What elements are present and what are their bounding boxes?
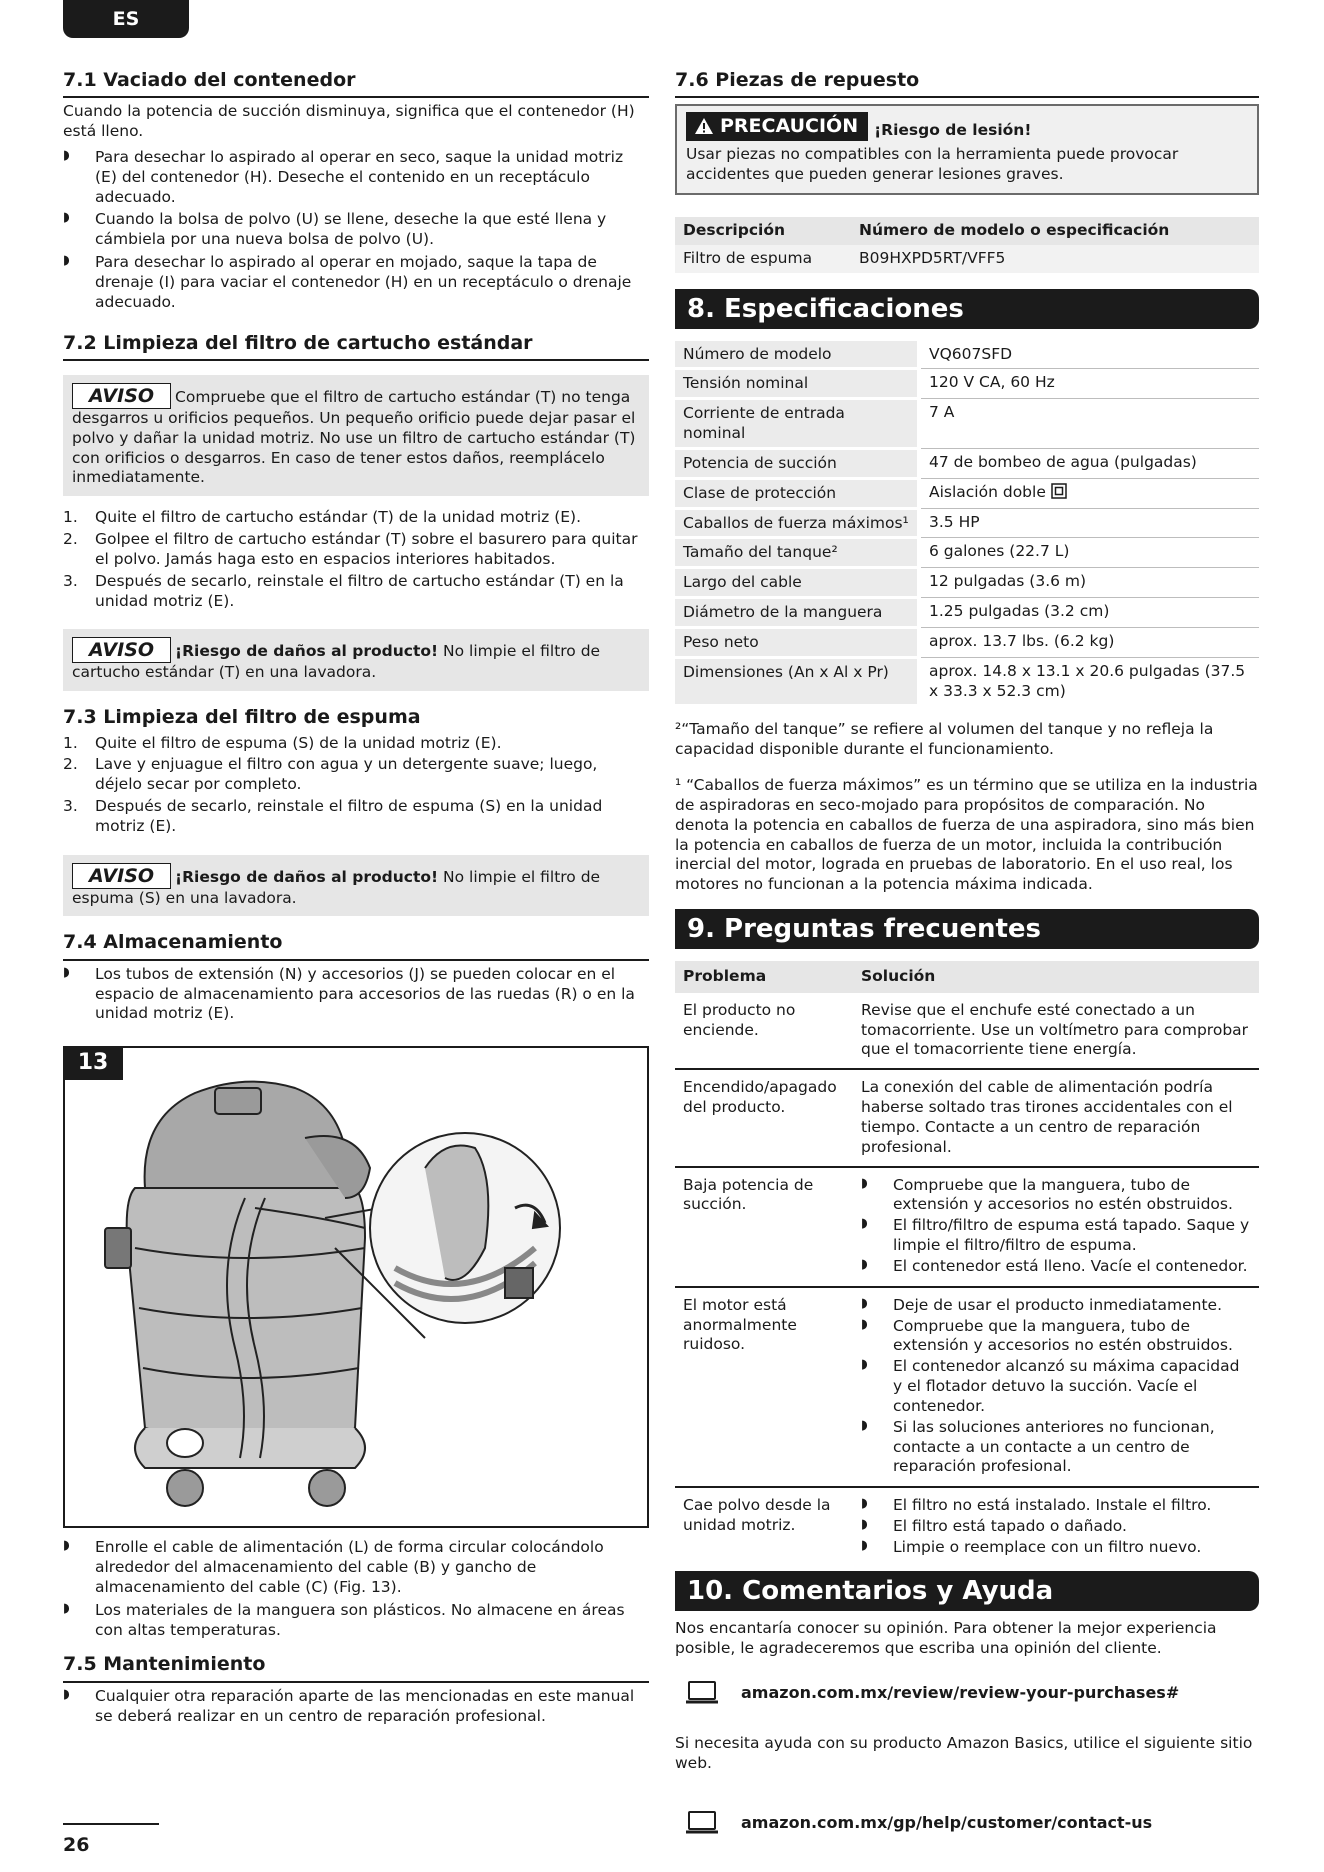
problem-cell: El producto no enciende.	[675, 993, 853, 1069]
spec-value: 6 galones (22.7 L)	[921, 538, 1259, 568]
spec-value: aprox. 13.7 lbs. (6.2 kg)	[921, 627, 1259, 657]
list-item: ◗ Los materiales de la manguera son plásticos. No almacene en áreas con altas temperaturas.	[63, 1601, 649, 1641]
list-item: ◗ El contenedor alcanzó su máxima capacidad y el flotador detuvo la succión. Vacíe el contenedor.	[861, 1357, 1251, 1416]
table-cell: Filtro de espuma	[675, 245, 851, 273]
solution-cell: La conexión del cable de alimentación podría haberse soltado tras tirones accidentales con el tiempo. Contacte a un centro de reparación profesional.	[853, 1069, 1259, 1166]
list-item: ◗ Para desechar lo aspirado al operar en mojado, saque la tapa de drenaje (I) para vaciar el contenedor (H) en un receptáculo o drenaje adecuado.	[63, 253, 649, 312]
list-item	[63, 508, 649, 528]
vacuum-illustration	[65, 1048, 647, 1522]
caution-label: PRECAUCIÓN	[720, 115, 859, 138]
step-number: 2.	[63, 530, 78, 549]
paragraph: Si necesita ayuda con su producto Amazon Basics, utilice el siguiente sitio web.	[675, 1734, 1253, 1773]
section-7-5	[63, 1652, 649, 1726]
step-text: Quite el filtro de cartucho estándar (T) de la unidad motriz (E).	[95, 508, 582, 527]
caution-bold: ¡Riesgo de lesión!	[874, 121, 1032, 140]
list-item: ◗ Para desechar lo aspirado al operar en seco, saque la unidad motriz (E) del contenedor (H). Deseche el contenido en un receptáculo adecuado.	[63, 148, 649, 207]
spec-value: 120 V CA, 60 Hz	[921, 369, 1259, 399]
step-text: Después de secarlo, reinstale el filtro de cartucho estándar (T) en la unidad motriz (E).	[95, 571, 624, 610]
list-item	[63, 755, 649, 795]
figure-number: 13	[63, 1046, 123, 1080]
laptop-icon	[685, 1810, 719, 1836]
bullet-list	[63, 965, 649, 1024]
solution-cell	[853, 1487, 1259, 1566]
list-item: ◗ Cualquier otra reparación aparte de las mencionadas en este manual se deberá realizar en un centro de reparación profesional.	[63, 1687, 649, 1727]
list-item: ◗ Los tubos de extensión (N) y accesorios (J) se pueden colocar en el espacio de almacenamiento para accesorios de las ruedas (R) o en la unidad motriz (E).	[63, 965, 649, 1024]
step-number: 1.	[63, 733, 78, 752]
list-item: ◗ Limpie o reemplace con un filtro nuevo.	[861, 1538, 1251, 1558]
step-text: Golpee el filtro de cartucho estándar (T) sobre el basurero para quitar el polvo. Jamás haga esto en espacios interiores habitados.	[95, 530, 638, 568]
list-item	[63, 572, 649, 612]
step-text: Después de secarlo, reinstale el filtro de espuma (S) en la unidad motriz (E).	[95, 796, 603, 835]
spec-value: 7 A	[921, 399, 1259, 449]
spec-value: 12 pulgadas (3.6 m)	[921, 568, 1259, 598]
section-7-2	[63, 331, 649, 692]
notice-bold: ¡Riesgo de daños al producto!	[175, 867, 439, 886]
step-text: Lave y enjuague el filtro con agua y un detergente suave; luego, déjelo secar por completo.	[95, 755, 598, 794]
table-header: Problema	[675, 961, 853, 993]
bullet-list	[861, 1176, 1251, 1277]
spec-key: Corriente de entrada nominal	[675, 399, 917, 449]
spec-key: Peso neto	[675, 627, 917, 657]
spec-key: Diámetro de la manguera	[675, 598, 917, 628]
table-row	[675, 478, 1259, 508]
section-title: 7.4 Almacenamiento	[63, 930, 649, 960]
bullet-list	[861, 1296, 1251, 1477]
section-title: 7.1 Vaciado del contenedor	[63, 68, 649, 98]
list-item	[63, 734, 649, 754]
table-row	[675, 341, 1259, 369]
notice-tag: AVISO	[72, 637, 171, 663]
help-link[interactable]: amazon.com.mx/gp/help/customer/contact-us	[741, 1812, 1153, 1832]
spec-value: Aislación doble	[929, 482, 1046, 501]
step-number: 2.	[63, 755, 78, 774]
notice-box	[63, 375, 649, 496]
table-row	[675, 399, 1259, 449]
double-insulation-icon	[1051, 483, 1067, 499]
spec-key: Número de modelo	[675, 341, 917, 369]
list-item: ◗ Compruebe que la manguera, tubo de extensión y accesorios no estén obstruidos.	[861, 1176, 1251, 1216]
spec-value-cell	[921, 478, 1259, 508]
right-column	[675, 68, 1259, 1836]
spec-key: Dimensiones (An x Al x Pr)	[675, 657, 917, 704]
section-title: 7.3 Limpieza del filtro de espuma	[63, 706, 421, 729]
help-link-row[interactable]	[685, 1810, 1259, 1836]
table-row	[675, 508, 1259, 538]
section-7-1	[63, 68, 649, 313]
left-column	[63, 68, 649, 1729]
footnote: ¹ “Caballos de fuerza máximos” es un término que se utiliza en la industria de aspiradoras en seco-mojado para propósitos de comparación. No denota la potencia en caballos de fuerza de una aspiradora, sino más bien la potencia en caballos de fuerza de un motor, incluida la contribución inercial del motor, lograda en pruebas de laboratorio. En el uso real, los motores no funcionan a la potencia máxima indicada.	[675, 776, 1258, 894]
list-item	[63, 530, 649, 570]
notice-text: No limpie el filtro de espuma (S) en una lavadora.	[72, 867, 601, 907]
spec-key: Caballos de fuerza máximos¹	[675, 508, 917, 538]
table-row	[675, 1167, 1259, 1287]
problem-cell: Encendido/apagado del producto.	[675, 1069, 853, 1166]
section-banner: 9. Preguntas frecuentes	[675, 909, 1259, 949]
table-header: Número de modelo o especificación	[851, 217, 1259, 245]
step-number: 3.	[63, 796, 78, 815]
list-item	[63, 797, 649, 837]
section-7-6	[675, 68, 1259, 273]
bullet-list	[63, 1687, 649, 1727]
spec-value: 47 de bombeo de agua (pulgadas)	[921, 448, 1259, 478]
section-banner: 10. Comentarios y Ayuda	[675, 1571, 1259, 1611]
page-number: 26	[63, 1834, 90, 1856]
caution-tag	[686, 112, 868, 140]
notice-tag: AVISO	[72, 863, 171, 889]
table-header: Descripción	[675, 217, 851, 245]
faq-table	[675, 961, 1259, 1567]
notice-bold: ¡Riesgo de daños al producto!	[175, 642, 439, 661]
spec-value: VQ607SFD	[921, 341, 1259, 369]
caution-text: Usar piezas no compatibles con la herramienta puede provocar accidentes que pueden generar lesiones graves.	[686, 145, 1179, 184]
section-7-4	[63, 930, 649, 1640]
table-row	[675, 1069, 1259, 1166]
table-row	[675, 598, 1259, 628]
table-row	[675, 448, 1259, 478]
spec-key: Tamaño del tanque²	[675, 538, 917, 568]
language-tab: ES	[63, 0, 189, 38]
warning-triangle-icon	[694, 117, 714, 135]
step-number: 1.	[63, 508, 78, 527]
step-text: Quite el filtro de espuma (S) de la unidad motriz (E).	[95, 733, 502, 752]
table-row	[675, 627, 1259, 657]
solution-cell	[853, 1167, 1259, 1287]
notice-box	[63, 629, 649, 691]
spec-key: Clase de protección	[675, 478, 917, 508]
spec-value: 3.5 HP	[921, 508, 1259, 538]
list-item: ◗ Compruebe que la manguera, tubo de extensión y accesorios no estén obstruidos.	[861, 1317, 1251, 1357]
step-list	[63, 734, 649, 837]
caution-header	[686, 112, 1248, 141]
table-header: Solución	[853, 961, 1259, 993]
list-item: ◗ El contenedor está lleno. Vacíe el contenedor.	[861, 1257, 1251, 1277]
section-7-3	[63, 705, 649, 916]
notice-tag: AVISO	[72, 383, 171, 409]
spec-key: Potencia de succión	[675, 448, 917, 478]
review-link-row[interactable]	[685, 1680, 1259, 1706]
section-title: 7.6 Piezas de repuesto	[675, 68, 1259, 98]
spec-value: 1.25 pulgadas (3.2 cm)	[921, 598, 1259, 628]
laptop-icon	[685, 1680, 719, 1706]
section-10	[675, 1571, 1259, 1836]
figure-13	[63, 1046, 649, 1528]
list-item: ◗ El filtro no está instalado. Instale el filtro.	[861, 1496, 1251, 1516]
spec-key: Tensión nominal	[675, 369, 917, 399]
list-item: ◗ El filtro está tapado o dañado.	[861, 1517, 1251, 1537]
solution-cell: Revise que el enchufe esté conectado a un tomacorriente. Use un voltímetro para comprobar que el tomacorriente tiene energía.	[853, 993, 1259, 1069]
table-row	[675, 568, 1259, 598]
section-banner: 8. Especificaciones	[675, 289, 1259, 329]
problem-cell: Cae polvo desde la unidad motriz.	[683, 1496, 831, 1535]
table-header-row	[675, 217, 1259, 245]
section-8	[675, 289, 1259, 895]
section-title: 7.5 Mantenimiento	[63, 1652, 649, 1682]
list-item: ◗ Si las soluciones anteriores no funcionan, contacte a un contacte a un centro de reparación profesional.	[861, 1418, 1251, 1477]
table-row	[675, 245, 1259, 273]
bullet-list	[63, 148, 649, 313]
notice-box	[63, 855, 649, 917]
parts-table	[675, 217, 1259, 273]
problem-cell: Baja potencia de succión.	[675, 1167, 853, 1287]
table-row	[675, 1487, 1259, 1566]
spec-key: Largo del cable	[675, 568, 917, 598]
table-row	[675, 538, 1259, 568]
step-list	[63, 508, 649, 611]
spec-value: aprox. 14.8 x 13.1 x 20.6 pulgadas (37.5 x 33.3 x 52.3 cm)	[929, 661, 1246, 700]
list-item: ◗ El filtro/filtro de espuma está tapado. Saque y limpie el filtro/filtro de espuma.	[861, 1216, 1251, 1256]
section-title: 7.2 Limpieza del filtro de cartucho estándar	[63, 331, 649, 361]
specs-table	[675, 341, 1259, 705]
notice-text: No limpie el filtro de cartucho estándar (T) en una lavadora.	[72, 642, 601, 682]
caution-box	[675, 104, 1259, 195]
table-row	[675, 1287, 1259, 1487]
table-row	[675, 657, 1259, 704]
review-link[interactable]: amazon.com.mx/review/review-your-purchases#	[741, 1683, 1180, 1703]
bullet-list	[63, 1538, 649, 1640]
table-row	[675, 369, 1259, 399]
paragraph: Cuando la potencia de succión disminuya, significa que el contenedor (H) está lleno.	[63, 102, 635, 141]
table-row	[675, 993, 1259, 1069]
list-item: ◗ Deje de usar el producto inmediatamente.	[861, 1296, 1251, 1316]
bullet-list	[861, 1496, 1251, 1557]
footer-rule	[63, 1823, 159, 1825]
notice-text: Compruebe que el filtro de cartucho estándar (T) no tenga desgarros u orificios pequeños. Un pequeño orificio puede dejar pasar el polvo y dañar la unidad motriz. No use un filtro de cartucho estándar (T) con orificios o desgarros. En caso de tener estos daños, reemplácelo inmediatamente.	[72, 387, 636, 487]
solution-cell	[853, 1287, 1259, 1487]
table-header-row	[675, 961, 1259, 993]
step-number: 3.	[63, 571, 78, 590]
paragraph: Nos encantaría conocer su opinión. Para obtener la mejor experiencia posible, le agradeceremos que escriba una opinión del cliente.	[675, 1618, 1217, 1657]
problem-cell: El motor está anormalmente ruidoso.	[675, 1287, 853, 1487]
table-cell: B09HXPD5RT/VFF5	[851, 245, 1259, 273]
list-item: ◗ Cuando la bolsa de polvo (U) se llene, deseche la que esté llena y cámbiela por una nueva bolsa de polvo (U).	[63, 210, 649, 250]
section-9	[675, 909, 1259, 1567]
list-item: ◗ Enrolle el cable de alimentación (L) de forma circular colocándolo alrededor del almacenamiento del cable (B) y gancho de almacenamiento del cable (C) (Fig. 13).	[63, 1538, 649, 1597]
footnote: ²“Tamaño del tanque” se refiere al volumen del tanque y no refleja la capacidad disponible durante el funcionamiento.	[675, 720, 1214, 759]
